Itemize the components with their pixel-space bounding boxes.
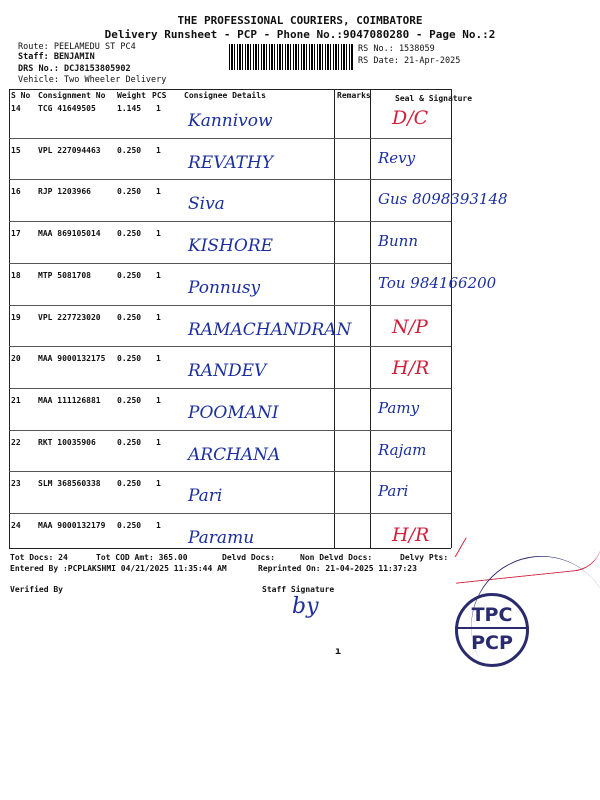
route-label: Route: PEELAMEDU ST PC4 — [18, 42, 136, 52]
row-consignment-no: MAA 869105014 — [38, 229, 101, 239]
page-mark: ı — [335, 646, 342, 657]
row-seal-signature: H/R — [392, 524, 430, 546]
row-weight: 0.250 — [117, 312, 142, 322]
staff-signature-label: Staff Signature — [262, 585, 335, 594]
col-consignment: Consignment No — [38, 91, 106, 100]
row-consignment-no: SLM 368560338 — [38, 479, 101, 489]
row-consignee-signature: REVATHY — [188, 152, 274, 173]
row-divider — [9, 430, 451, 431]
row-consignment-no: MAA 111126881 — [38, 395, 101, 405]
col-pcs: PCS — [152, 91, 167, 100]
row-weight: 0.250 — [117, 270, 142, 280]
table-left-rule — [9, 89, 10, 548]
row-consignee-signature: RANDEV — [188, 361, 267, 382]
row-sno: 16 — [11, 187, 21, 197]
company-title: THE PROFESSIONAL COURIERS, COIMBATORE — [177, 14, 423, 27]
remarks-left-rule — [334, 89, 335, 548]
row-consignment-no: RJP 1203966 — [38, 187, 91, 197]
row-seal-signature: Pamy — [378, 398, 420, 417]
row-pcs: 1 — [156, 145, 161, 155]
row-seal-signature: D/C — [392, 107, 429, 129]
stamp-top-text: TPC — [471, 604, 513, 626]
row-divider — [9, 388, 451, 389]
row-sno: 24 — [11, 521, 21, 530]
row-sno: 23 — [11, 479, 21, 489]
row-divider — [9, 305, 451, 306]
row-sno: 17 — [11, 229, 21, 239]
row-sno: 21 — [11, 395, 21, 405]
row-seal-signature: Revy — [378, 148, 416, 167]
row-consignee-signature: Siva — [188, 194, 225, 215]
non-delvd-docs: Non Delvd Docs: — [300, 553, 373, 562]
row-divider — [9, 138, 451, 139]
stamp-bottom-text: PCP — [471, 632, 513, 654]
runsheet-title: Delivery Runsheet - PCP - Phone No.:9047080280 - Page No.:2 — [104, 28, 496, 41]
delvy-pts: Delvy Pts: — [400, 553, 449, 562]
row-divider — [9, 513, 451, 514]
vehicle-label: Vehicle: Two Wheeler Delivery — [18, 75, 167, 85]
rs-date: RS Date: 21-Apr-2025 — [358, 56, 461, 66]
row-consignee-signature: Ponnusy — [188, 277, 261, 298]
row-consignee-signature: Kannivow — [188, 111, 273, 131]
row-consignment-no: MTP 5081708 — [38, 270, 91, 280]
row-consignee-signature: POOMANI — [188, 402, 279, 423]
row-pcs: 1 — [156, 187, 161, 197]
row-sno: 18 — [11, 270, 21, 280]
row-weight: 0.250 — [117, 187, 142, 197]
row-seal-signature: N/P — [392, 315, 428, 338]
row-pcs: 1 — [156, 395, 161, 405]
row-consignment-no: VPL 227094463 — [38, 145, 101, 155]
barcode — [229, 44, 354, 70]
row-seal-signature: Tou 984166200 — [378, 273, 497, 292]
row-consignee-signature: RAMACHANDRAN — [188, 319, 352, 340]
row-pcs: 1 — [156, 437, 161, 447]
row-divider — [9, 179, 451, 180]
row-pcs: 1 — [156, 479, 161, 489]
reprinted-on: Reprinted On: 21-04-2025 11:37:23 — [258, 564, 417, 573]
row-pcs: 1 — [156, 104, 161, 113]
rs-number: RS No.: 1538059 — [358, 44, 435, 54]
row-weight: 1.145 — [117, 104, 142, 113]
delvd-docs: Delvd Docs: — [222, 553, 275, 562]
row-sno: 15 — [11, 145, 21, 155]
col-sno: S No — [11, 91, 31, 100]
drs-number: DRS No.: DCJ8153805902 — [18, 64, 131, 74]
row-pcs: 1 — [156, 312, 161, 322]
row-sno: 20 — [11, 354, 21, 364]
staff-label: Staff: BENJAMIN — [18, 52, 95, 62]
row-pcs: 1 — [156, 229, 161, 239]
tot-cod-amount: Tot COD Amt: 365.00 — [96, 553, 188, 562]
row-seal-signature: Pari — [378, 482, 409, 501]
row-pcs: 1 — [156, 521, 161, 530]
row-weight: 0.250 — [117, 395, 142, 405]
col-remarks: Remarks — [337, 91, 371, 100]
row-weight: 0.250 — [117, 521, 142, 530]
row-consignee-signature: Paramu — [188, 528, 255, 548]
row-pcs: 1 — [156, 354, 161, 364]
row-pcs: 1 — [156, 270, 161, 280]
staff-signature: by — [292, 594, 319, 619]
row-consignee-signature: Pari — [188, 486, 223, 507]
row-weight: 0.250 — [117, 437, 142, 447]
row-weight: 0.250 — [117, 229, 142, 239]
verified-by: Verified By — [10, 585, 63, 594]
table-top-rule — [9, 89, 451, 90]
row-consignment-no: MAA 9000132179 — [38, 521, 106, 530]
row-divider — [9, 471, 451, 472]
footer-mark: ⟋ — [448, 534, 470, 562]
row-seal-signature: Gus 8098393148 — [378, 190, 508, 209]
row-consignee-signature: ARCHANA — [188, 444, 281, 465]
row-seal-signature: Bunn — [378, 232, 419, 251]
remarks-right-rule — [370, 89, 371, 548]
row-divider — [9, 263, 451, 264]
row-sno: 19 — [11, 312, 21, 322]
row-consignment-no: VPL 227723020 — [38, 312, 101, 322]
row-seal-signature: Rajam — [378, 440, 427, 459]
row-seal-signature: H/R — [392, 357, 430, 380]
row-weight: 0.250 — [117, 479, 142, 489]
row-sno: 22 — [11, 437, 21, 447]
entered-by: Entered By :PCPLAKSHMI 04/21/2025 11:35:44 AM — [10, 564, 227, 573]
table-bottom-rule — [9, 548, 451, 549]
row-divider — [9, 221, 451, 222]
col-weight: Weight — [117, 91, 146, 100]
col-consignee: Consignee Details — [184, 91, 266, 100]
row-weight: 0.250 — [117, 145, 142, 155]
col-seal-signature: Seal & Signature — [395, 94, 473, 103]
row-consignment-no: MAA 9000132175 — [38, 354, 106, 364]
tot-docs: Tot Docs: 24 — [10, 553, 68, 562]
row-divider — [9, 346, 451, 347]
row-consignee-signature: KISHORE — [188, 236, 274, 257]
row-weight: 0.250 — [117, 354, 142, 364]
table-right-rule — [451, 89, 452, 548]
row-consignment-no: RKT 10035906 — [38, 437, 96, 447]
row-sno: 14 — [11, 104, 21, 113]
row-consignment-no: TCG 41649505 — [38, 104, 96, 113]
